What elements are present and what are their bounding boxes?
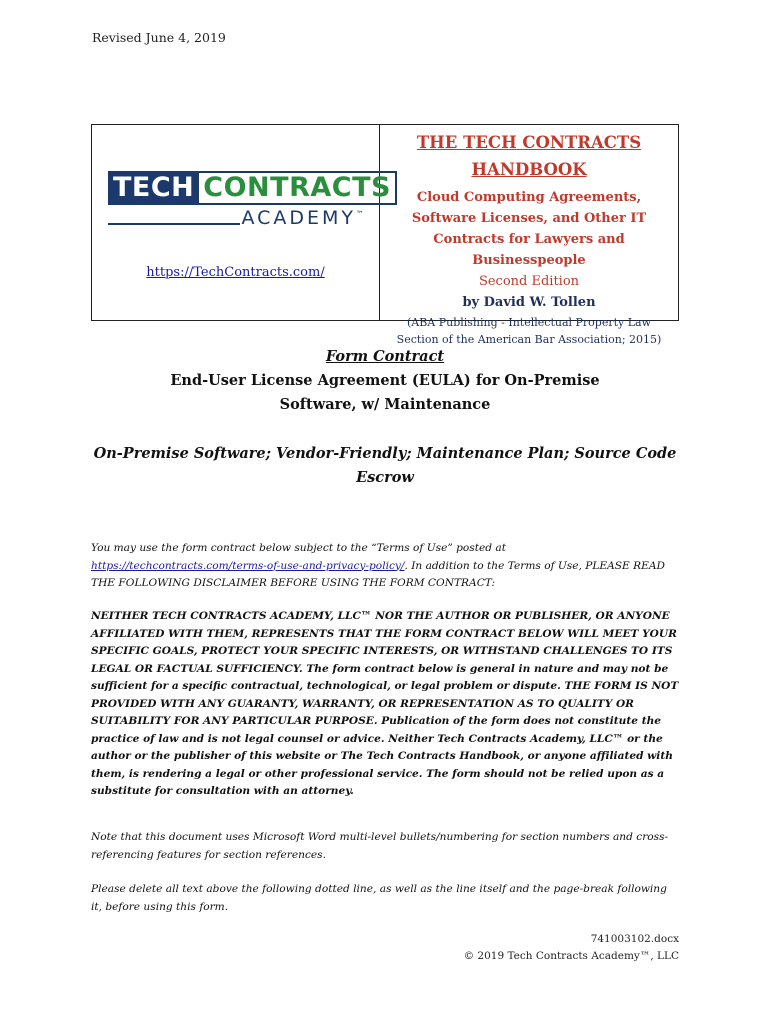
book-header-box: [91, 124, 679, 346]
tech-contracts-academy-logo: [108, 171, 391, 233]
logo-contracts-word: CONTRACTS: [199, 171, 397, 205]
book-subtitle: Cloud Computing Agreements, Software Licenses, and Other IT Contracts for Lawyers and Businesspeople: [411, 190, 647, 268]
book-title-line2: HANDBOOK: [471, 160, 587, 179]
numbering-note: Note that this document uses Microsoft Word multi-level bullets/numbering for section numbers and cross-referencing features for section references.: [91, 831, 669, 861]
revised-date: Revised June 4, 2019: [92, 30, 226, 45]
document-id: 741003102.docx: [590, 933, 679, 945]
logo-tech-word: TECH: [108, 171, 199, 205]
book-publisher: (ABA Publishing - Intellectual Property Law Section of the American Bar Association; 2015): [396, 316, 662, 346]
book-title-line1: THE TECH CONTRACTS: [416, 133, 642, 152]
form-subtitle: On-Premise Software; Vendor-Friendly; Maintenance Plan; Source Code Escrow: [93, 445, 677, 486]
page-footer: [464, 931, 679, 965]
logo-rule: [108, 223, 240, 225]
terms-link[interactable]: https://techcontracts.com/terms-of-use-and-privacy-policy/: [91, 559, 405, 572]
disclaimer-paragraph: NEITHER TECH CONTRACTS ACADEMY, LLC™ NOR THE AUTHOR OR PUBLISHER, OR ANYONE AFFILIATED WITH THEM, REPRESENTS THAT THE FORM CONTRACT BELOW WILL MEET YOUR SPECIFIC GOALS, PROTECT YOUR SPECIFIC INTERESTS, OR WITHSTAND CHALLENGES TO ITS LEGAL OR FACTUAL SUFFICIENCY. The form contract below is general in nature and may not be sufficient for a specific contractual, technological, or legal problem or dispute. THE FORM IS NOT PROVIDED WITH ANY GUARANTY, WARRANTY, OR REPRESENTATION AS TO QUALITY OR SUITABILITY FOR ANY PARTICULAR PURPOSE. Publication of the form does not constitute the practice of law and is not legal counsel or advice. Neither Tech Contracts Academy, LLC™ or the author or the publisher of this website or The Tech Contracts Handbook, or anyone affiliated with them, is rendering a legal or other professional service. The form should not be relied upon as a substitute for consultation with an attorney.: [91, 610, 679, 797]
site-link[interactable]: https://TechContracts.com/: [146, 265, 325, 280]
book-author: by David W. Tollen: [462, 295, 596, 310]
terms-rest: . In addition to the Terms of Use, PLEASE READ THE FOLLOWING DISCLAIMER BEFORE USING THE FORM CONTRACT:: [91, 559, 665, 589]
logo-academy-word: ACADEMY™: [241, 207, 364, 229]
book-info-panel: [380, 125, 678, 346]
logo-panel: [92, 125, 391, 320]
form-title: End-User License Agreement (EULA) for On-Premise Software, w/ Maintenance: [170, 372, 600, 413]
delete-instruction-note: Please delete all text above the following dotted line, as well as the line itself and the page-break following it, before using this form.: [91, 883, 667, 913]
form-heading: [91, 345, 679, 417]
copyright-notice: © 2019 Tech Contracts Academy™, LLC: [463, 950, 679, 962]
form-label: Form Contract: [325, 348, 445, 365]
terms-intro: You may use the form contract below subject to the “Terms of Use” posted at: [91, 542, 506, 554]
book-edition: Second Edition: [478, 274, 580, 289]
terms-paragraph: [91, 540, 681, 593]
